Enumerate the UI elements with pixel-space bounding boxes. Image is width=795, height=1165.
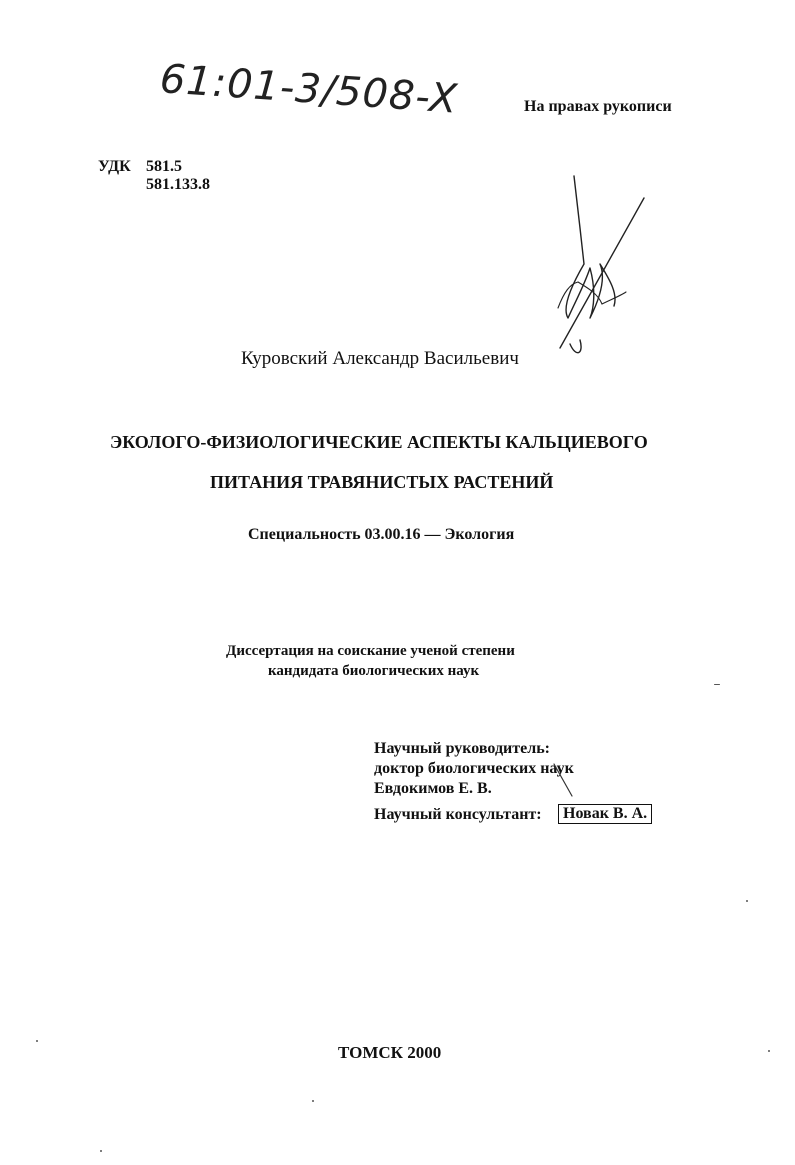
scan-speck [714, 684, 720, 685]
handwritten-archive-code: 61:01-3/508-X [158, 56, 460, 123]
title-line-1: ЭКОЛОГО-ФИЗИОЛОГИЧЕСКИЕ АСПЕКТЫ КАЛЬЦИЕВОГО [110, 432, 648, 452]
rights-notice: На правах рукописи [524, 98, 672, 115]
scan-speck [312, 1100, 314, 1102]
consultant-label: Научный консультант: [374, 806, 542, 823]
pen-stroke-mark [550, 762, 580, 802]
supervisor-label: Научный руководитель: [374, 740, 550, 757]
supervisor-name: Евдокимов Е. В. [374, 780, 492, 797]
dissertation-line-1: Диссертация на соискание ученой степени [226, 643, 515, 659]
scan-speck [36, 1040, 38, 1042]
scan-speck [746, 900, 748, 902]
dissertation-line-2: кандидата биологических наук [268, 663, 480, 679]
scan-speck [100, 1150, 102, 1152]
supervisor-degree: доктор биологических наук [374, 760, 574, 777]
udk-code-2: 581.133.8 [146, 176, 210, 193]
scan-speck [768, 1050, 770, 1052]
udk-code-1: 581.5 [146, 158, 182, 175]
consultant-name: Новак В. А. [558, 804, 652, 824]
title-line-2: ПИТАНИЯ ТРАВЯНИСТЫХ РАСТЕНИЙ [210, 472, 554, 492]
author-name: Куровский Александр Васильевич [241, 348, 519, 369]
specialty: Специальность 03.00.16 — Экология [248, 526, 515, 543]
udk-label: УДК [98, 158, 131, 175]
city-year: ТОМСК 2000 [338, 1043, 442, 1062]
signature [540, 168, 670, 368]
